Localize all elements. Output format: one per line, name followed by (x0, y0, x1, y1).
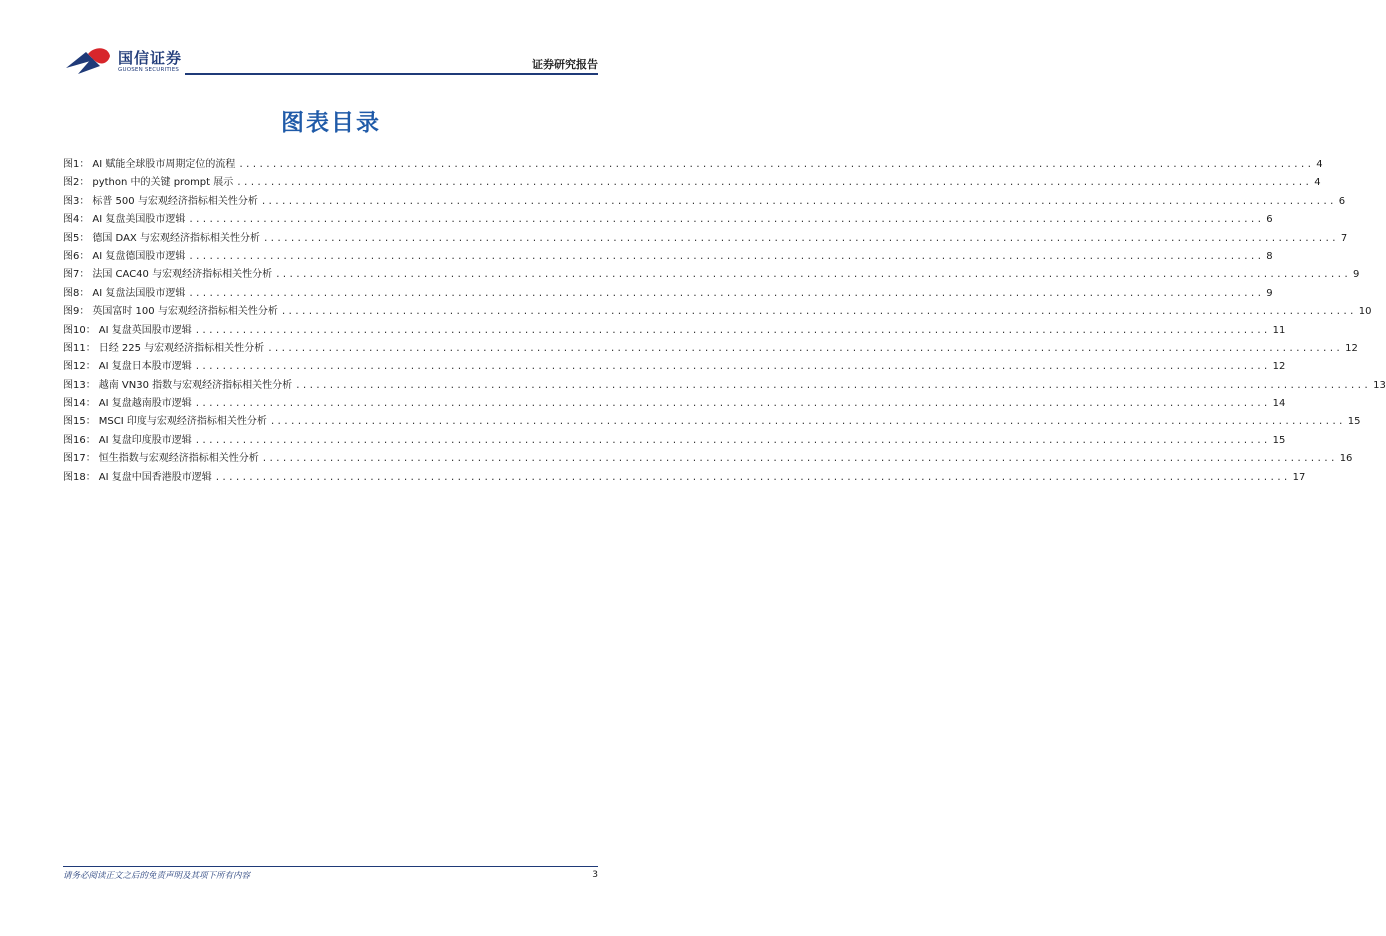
toc-entry-title: 日经 225 与宏观经济指标相关性分析 (98, 342, 265, 354)
toc-entry-page: 12 (1272, 361, 1286, 373)
toc-entry[interactable] (63, 340, 1358, 358)
toc-dot-leader: ................................................................................................................................................................ (275, 270, 1351, 281)
toc-entry-title: AI 复盘德国股市逻辑 (92, 250, 186, 262)
toc-dot-leader: ................................................................................................................................................................ (188, 288, 1264, 299)
toc-entry-page: 4 (1316, 159, 1323, 170)
toc-entry-label: 图16： (63, 434, 96, 446)
toc-dot-leader: ................................................................................................................................................................ (269, 417, 1345, 428)
toc-dot-leader: ................................................................................................................................................................ (261, 454, 1337, 465)
toc-entry-title: python 中的关键 prompt 展示 (92, 177, 234, 189)
toc-entry[interactable] (63, 211, 1273, 229)
toc-entry-page: 6 (1338, 195, 1346, 207)
toc-entry-page: 6 (1266, 214, 1273, 226)
toc-entry[interactable] (63, 285, 1273, 303)
toc-entry-title: 恒生指数与宏观经济指标相关性分析 (98, 453, 259, 465)
toc-entry-label: 图13： (63, 379, 96, 391)
toc-entry-title: 越南 VN30 指数与宏观经济指标相关性分析 (98, 379, 293, 391)
toc-entry-page: 16 (1339, 453, 1353, 465)
toc-entry-page: 13 (1373, 379, 1386, 391)
brand-name-en: GUOSEN SECURITIES (118, 67, 180, 73)
page-number: 3 (592, 870, 598, 880)
toc-entry[interactable] (63, 248, 1273, 266)
toc-entry-page: 4 (1314, 177, 1321, 189)
toc-entry-title: AI 赋能全球股市周期定位的流程 (92, 159, 236, 170)
toc-entry-label: 图2： (63, 177, 90, 189)
toc-entry-title: AI 复盘中国香港股市逻辑 (98, 471, 212, 483)
toc-entry[interactable] (63, 156, 1323, 174)
toc-entry-page: 8 (1266, 250, 1273, 262)
toc-entry-title: AI 复盘日本股市逻辑 (98, 361, 192, 373)
toc-dot-leader: ................................................................................................................................................................ (238, 160, 1314, 170)
toc-entry[interactable] (63, 432, 1286, 450)
toc-entry[interactable] (63, 413, 1361, 431)
guosen-logo-icon (64, 44, 114, 78)
toc-entry-label: 图14： (63, 398, 96, 410)
toc-dot-leader: ................................................................................................................................................................ (194, 399, 1270, 410)
toc-entry[interactable] (63, 469, 1306, 487)
toc-dot-leader: ................................................................................................................................................................ (194, 435, 1270, 446)
toc-entry[interactable] (63, 395, 1286, 413)
toc-entry-label: 图11： (63, 342, 96, 354)
toc-entry-label: 图6： (63, 250, 90, 262)
page-header (0, 0, 662, 80)
toc-entry-page: 15 (1272, 434, 1286, 446)
toc-entry-label: 图7： (63, 269, 90, 281)
toc-entry-page: 15 (1347, 416, 1361, 428)
toc-entry-page: 9 (1266, 287, 1273, 299)
toc-entry[interactable] (63, 230, 1348, 248)
page-title: 图表目录 (281, 110, 381, 136)
toc-entry-label: 图8： (63, 287, 90, 299)
toc-entry[interactable] (63, 358, 1286, 376)
footer-disclaimer: 请务必阅读正文之后的免责声明及其项下所有内容 (63, 871, 251, 881)
toc-dot-leader: ................................................................................................................................................................ (267, 343, 1343, 354)
toc-dot-leader: ................................................................................................................................................................ (262, 233, 1338, 244)
toc-entry[interactable] (63, 450, 1353, 468)
toc-entry-page: 7 (1340, 232, 1348, 244)
toc-entry-title: AI 复盘美国股市逻辑 (92, 214, 186, 226)
toc-entry-title: 英国富时 100 与宏观经济指标相关性分析 (92, 306, 278, 318)
toc-entry-label: 图1： (63, 159, 90, 170)
toc-entry-page: 10 (1358, 306, 1372, 318)
toc-dot-leader: ................................................................................................................................................................ (194, 362, 1270, 373)
toc-entry-label: 图3： (63, 195, 90, 207)
toc-entry-label: 图17： (63, 453, 96, 465)
toc-entry-page: 14 (1272, 398, 1286, 410)
toc-entry-title: MSCI 印度与宏观经济指标相关性分析 (98, 416, 267, 428)
toc-entry-page: 12 (1345, 342, 1358, 354)
toc-entry[interactable] (63, 303, 1372, 321)
figure-table-of-contents (63, 156, 1386, 487)
toc-entry-title: AI 复盘印度股市逻辑 (98, 434, 192, 446)
toc-entry-label: 图15： (63, 416, 96, 428)
toc-entry-page: 9 (1353, 269, 1360, 281)
toc-dot-leader: ................................................................................................................................................................ (194, 325, 1270, 336)
toc-entry-label: 图18： (63, 471, 96, 483)
toc-entry-title: 德国 DAX 与宏观经济指标相关性分析 (92, 232, 260, 244)
toc-entry[interactable] (63, 322, 1286, 340)
header-divider (185, 73, 598, 75)
footer-divider (63, 866, 598, 867)
toc-dot-leader: ................................................................................................................................................................ (260, 196, 1336, 207)
toc-entry-label: 图5： (63, 232, 90, 244)
toc-entry-title: 法国 CAC40 与宏观经济指标相关性分析 (92, 269, 273, 281)
brand-name-cn: 国信证券 (118, 49, 183, 67)
toc-dot-leader: ................................................................................................................................................................ (188, 251, 1264, 262)
toc-entry-label: 图9： (63, 306, 90, 318)
toc-dot-leader: ................................................................................................................................................................ (188, 215, 1264, 226)
toc-entry-page: 17 (1292, 471, 1306, 483)
toc-entry-label: 图12： (63, 361, 96, 373)
toc-entry[interactable] (63, 174, 1321, 192)
toc-entry-title: AI 复盘法国股市逻辑 (92, 287, 186, 299)
toc-dot-leader: ................................................................................................................................................................ (214, 472, 1290, 483)
toc-entry[interactable] (63, 377, 1386, 395)
toc-dot-leader: ................................................................................................................................................................ (280, 307, 1356, 318)
toc-entry-title: 标普 500 与宏观经济指标相关性分析 (92, 195, 258, 207)
toc-entry-title: AI 复盘英国股市逻辑 (98, 324, 192, 336)
toc-entry-title: AI 复盘越南股市逻辑 (98, 398, 192, 410)
report-type-label: 证券研究报告 (532, 58, 598, 71)
toc-entry[interactable] (63, 266, 1360, 284)
toc-entry[interactable] (63, 193, 1346, 211)
toc-entry-label: 图4： (63, 214, 90, 226)
toc-entry-label: 图10： (63, 324, 96, 336)
toc-dot-leader: ................................................................................................................................................................ (236, 178, 1312, 189)
toc-entry-page: 11 (1272, 324, 1286, 336)
toc-dot-leader: ................................................................................................................................................................ (295, 380, 1371, 391)
